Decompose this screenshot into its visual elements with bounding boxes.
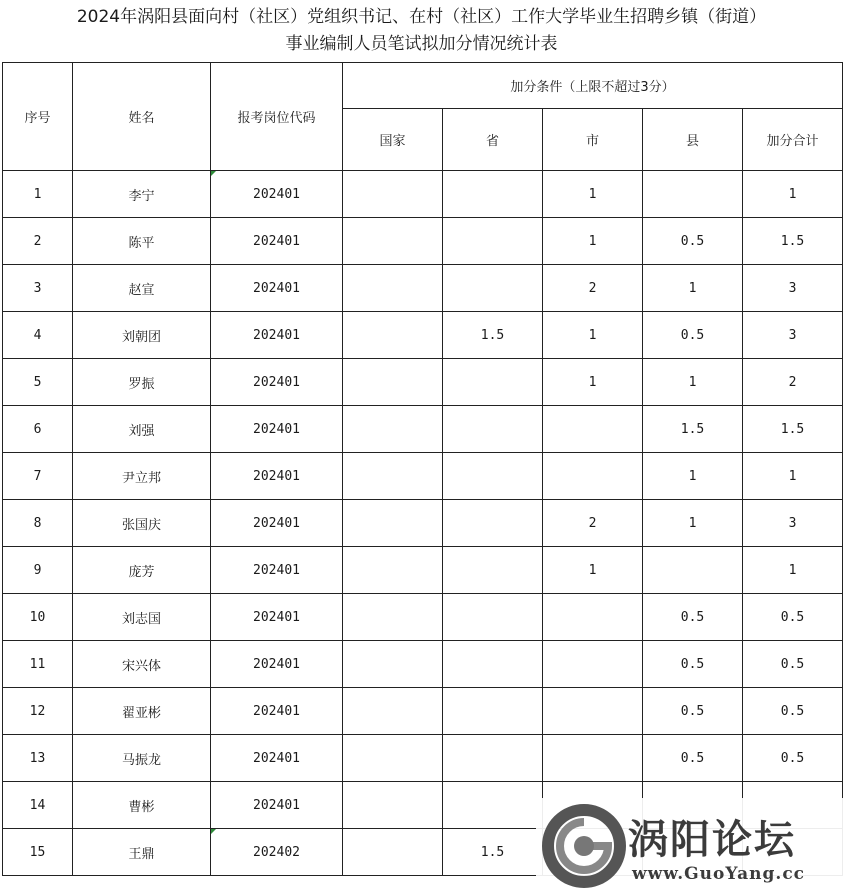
cell-code: 202401: [211, 359, 343, 406]
cell-county: 0.5: [643, 312, 743, 359]
cell-city: 2: [543, 500, 643, 547]
cell-county: 0.5: [643, 594, 743, 641]
table-row: [3, 547, 843, 594]
cell-code: 202401: [211, 453, 343, 500]
cell-name: 马振龙: [73, 735, 211, 782]
table-row: [3, 641, 843, 688]
cell-national: [343, 641, 443, 688]
cell-county: 1.5: [643, 406, 743, 453]
cell-national: [343, 500, 443, 547]
cell-name: 李宁: [73, 171, 211, 218]
cell-code: 202401: [211, 406, 343, 453]
cell-total: 3: [743, 265, 843, 312]
cell-code: 202402: [211, 829, 343, 876]
cell-code: 202401: [211, 218, 343, 265]
cell-code: 202401: [211, 500, 343, 547]
cell-national: [343, 406, 443, 453]
table-row: [3, 359, 843, 406]
cell-total: 1.5: [743, 218, 843, 265]
cell-total: 1: [743, 453, 843, 500]
cell-name: 赵宣: [73, 265, 211, 312]
cell-province: [443, 453, 543, 500]
cell-county: [643, 547, 743, 594]
cell-total: 1: [743, 171, 843, 218]
cell-province: 1.5: [443, 312, 543, 359]
cell-county: 0.5: [643, 688, 743, 735]
cell-seq: 6: [3, 406, 73, 453]
cell-seq: 11: [3, 641, 73, 688]
cell-code: 202401: [211, 735, 343, 782]
cell-name: 陈平: [73, 218, 211, 265]
table-row: [3, 406, 843, 453]
cell-province: [443, 171, 543, 218]
cell-county: 1: [643, 500, 743, 547]
score-table: [2, 62, 843, 876]
cell-city: 2: [543, 265, 643, 312]
table-row: [3, 688, 843, 735]
table-row: [3, 265, 843, 312]
cell-seq: 2: [3, 218, 73, 265]
cell-code: 202401: [211, 688, 343, 735]
table-row: [3, 735, 843, 782]
cell-city: 1: [543, 359, 643, 406]
cell-seq: 1: [3, 171, 73, 218]
cell-city: 1: [543, 171, 643, 218]
table-row: [3, 218, 843, 265]
cell-national: [343, 688, 443, 735]
cell-city: [543, 688, 643, 735]
cell-province: [443, 641, 543, 688]
cell-province: [443, 782, 543, 829]
cell-city: 1: [543, 218, 643, 265]
cell-province: [443, 359, 543, 406]
cell-city: 1: [543, 547, 643, 594]
cell-comment-marker: [211, 171, 216, 176]
cell-national: [343, 594, 443, 641]
cell-name: 宋兴体: [73, 641, 211, 688]
header-code: 报考岗位代码: [211, 63, 343, 171]
cell-national: [343, 218, 443, 265]
cell-total: 2: [743, 359, 843, 406]
g-logo-icon: [542, 800, 626, 892]
cell-total: 1: [743, 547, 843, 594]
cell-code: 202401: [211, 641, 343, 688]
header-city: 市: [543, 109, 643, 171]
cell-city: [543, 406, 643, 453]
cell-total: 0.5: [743, 688, 843, 735]
cell-national: [343, 265, 443, 312]
cell-seq: 5: [3, 359, 73, 406]
cell-total: 0.5: [743, 735, 843, 782]
cell-name: 尹立邦: [73, 453, 211, 500]
cell-county: 0.5: [643, 735, 743, 782]
header-national: 国家: [343, 109, 443, 171]
cell-province: [443, 594, 543, 641]
cell-province: [443, 218, 543, 265]
cell-province: [443, 265, 543, 312]
cell-national: [343, 171, 443, 218]
cell-province: [443, 735, 543, 782]
cell-name: 刘朝团: [73, 312, 211, 359]
cell-county: 1: [643, 359, 743, 406]
watermark-site: www.GuoYang.cc: [632, 864, 806, 884]
cell-code: 202401: [211, 547, 343, 594]
cell-city: [543, 641, 643, 688]
cell-seq: 8: [3, 500, 73, 547]
cell-seq: 10: [3, 594, 73, 641]
cell-code: 202401: [211, 312, 343, 359]
cell-seq: 3: [3, 265, 73, 312]
cell-national: [343, 735, 443, 782]
cell-total: 0.5: [743, 594, 843, 641]
table-row: [3, 171, 843, 218]
cell-seq: 14: [3, 782, 73, 829]
cell-city: [543, 735, 643, 782]
cell-county: 1: [643, 265, 743, 312]
header-name: 姓名: [73, 63, 211, 171]
cell-county: 1: [643, 453, 743, 500]
cell-total: 1.5: [743, 406, 843, 453]
cell-seq: 15: [3, 829, 73, 876]
cell-province: [443, 406, 543, 453]
cell-province: [443, 688, 543, 735]
header-bonus-group: 加分条件（上限不超过3分）: [343, 63, 843, 109]
cell-name: 曹彬: [73, 782, 211, 829]
cell-code: 202401: [211, 594, 343, 641]
cell-name: 翟亚彬: [73, 688, 211, 735]
cell-code: 202401: [211, 171, 343, 218]
cell-national: [343, 453, 443, 500]
cell-name: 王鼎: [73, 829, 211, 876]
table-row: [3, 500, 843, 547]
cell-total: 3: [743, 312, 843, 359]
cell-comment-marker: [211, 829, 216, 834]
cell-city: [543, 594, 643, 641]
cell-city: [543, 453, 643, 500]
cell-national: [343, 829, 443, 876]
table-row: [3, 594, 843, 641]
header-seq: 序号: [3, 63, 73, 171]
cell-national: [343, 312, 443, 359]
cell-seq: 7: [3, 453, 73, 500]
cell-name: 刘强: [73, 406, 211, 453]
cell-national: [343, 782, 443, 829]
cell-province: [443, 500, 543, 547]
cell-name: 庞芳: [73, 547, 211, 594]
header-county: 县: [643, 109, 743, 171]
title-line-1: 2024年涡阳县面向村（社区）党组织书记、在村（社区）工作大学毕业生招聘乡镇（街道）: [76, 7, 767, 27]
cell-province: 1.5: [443, 829, 543, 876]
cell-code: 202401: [211, 265, 343, 312]
header-province: 省: [443, 109, 543, 171]
title-line-2: 事业编制人员笔试拟加分情况统计表: [285, 34, 558, 54]
cell-county: 0.5: [643, 218, 743, 265]
cell-province: [443, 547, 543, 594]
cell-national: [343, 359, 443, 406]
forum-watermark: [536, 798, 843, 896]
header-total: 加分合计: [743, 109, 843, 171]
cell-county: 0.5: [643, 641, 743, 688]
cell-seq: 9: [3, 547, 73, 594]
table-row: [3, 312, 843, 359]
cell-code: 202401: [211, 782, 343, 829]
cell-name: 刘志国: [73, 594, 211, 641]
cell-seq: 13: [3, 735, 73, 782]
cell-name: 张国庆: [73, 500, 211, 547]
cell-county: [643, 171, 743, 218]
cell-city: 1: [543, 312, 643, 359]
cell-national: [343, 547, 443, 594]
cell-seq: 12: [3, 688, 73, 735]
cell-seq: 4: [3, 312, 73, 359]
cell-total: 3: [743, 500, 843, 547]
table-row: [3, 453, 843, 500]
watermark-brand: 涡阳论坛: [628, 817, 796, 863]
cell-name: 罗振: [73, 359, 211, 406]
cell-total: 0.5: [743, 641, 843, 688]
